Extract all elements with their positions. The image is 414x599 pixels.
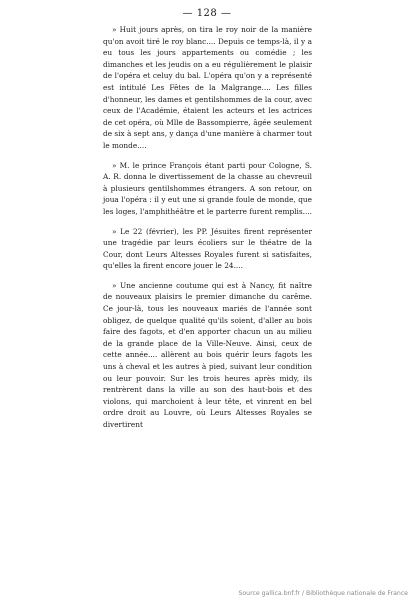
paragraph-3: » Le 22 (février), les PP. Jésuites firent représenter une tragédie par leurs écoliers sur le théatre de la Cour, dont Leurs Altesses Royales furent si satisfaites, qu'elles la firent encore jouer le 24.... <box>103 226 312 271</box>
paragraph-1: » Huit jours après, on tira le roy noir de la manière qu'on avoit tiré le roy blanc.... Depuis ce temps-là, il y a eu tous les jours appartements ou comédie ; les dimanches et les jeudis on a eu régulièrement le plaisir de l'opéra et celuy du bal. L'opéra qu'on y a représenté est intitulé Les Fêtes de la Malgrange.... Les filles d'honneur, les dames et gentilshommes de la cour, avec ceux de l'Académie, étaient les acteurs et les actrices de cet opéra, où Mlle de Bassompierre, âgée seulement de six à sept ans, y dança d'une manière à charmer tout le monde.... <box>103 25 312 150</box>
source-footer: Source gallica.bnf.fr / Bibliothèque nationale de France <box>238 590 408 597</box>
paragraph-2: » M. le prince François étant parti pour Cologne, S. A. R. donna le divertissement de la chasse au chevreuil à plusieurs gentilshommes étrangers. A son retour, on joua l'opéra : il y eut une si grande foule de monde, que les loges, l'amphithéâtre et le parterre furent remplis.... <box>103 160 312 216</box>
page-number: — 128 — <box>182 8 232 19</box>
page-body <box>103 24 312 431</box>
paragraph-4: » Une ancienne coutume qui est à Nancy, fit naître de nouveaux plaisirs le premier dimanche du carême. Ce jour-là, tous les nouveaux mariés de l'année sont obligez, de quelque qualité qu'ils soient, d'aller au bois faire des fagots, et d'en apporter chacun un au milieu de la grande place de la Ville-Neuve. Ainsi, ceux de cette année.... allèrent au bois quérir leurs fagots les uns à cheval et les autres à pied, suivant leur condition ou leur pouvoir. Sur les trois heures après midy, ils rentrèrent dans la ville au son des haut-bois et des violons, qui marchoient à leur tête, et vinrent en bel ordre droit au Louvre, où Leurs Altesses Royales se divertirent <box>103 280 312 429</box>
